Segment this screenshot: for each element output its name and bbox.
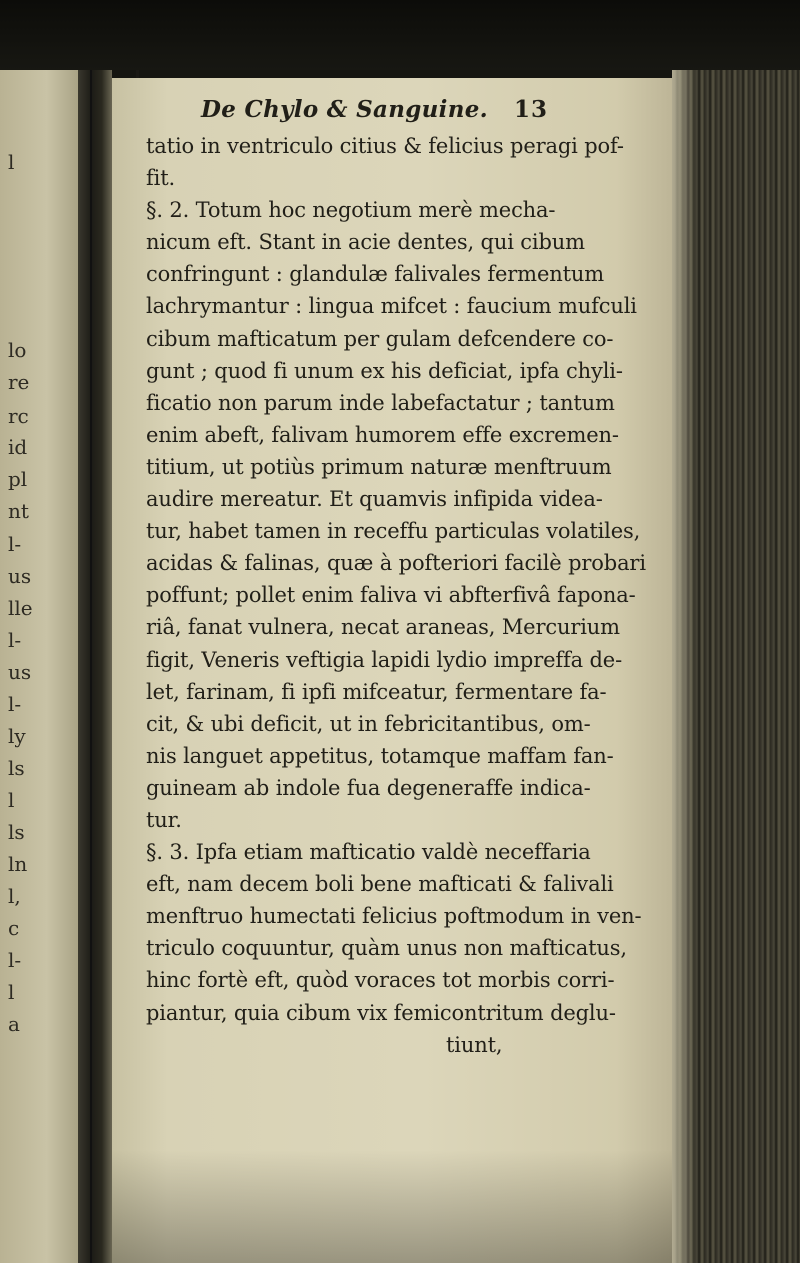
previous-page-fragment: lle bbox=[8, 596, 33, 620]
text-line: confringunt : glandulæ falivales fermentum bbox=[146, 262, 605, 287]
text-line: ficatio non parum inde labefactatur ; tantum bbox=[146, 390, 615, 415]
top-shadow bbox=[0, 0, 800, 70]
previous-page-fragment: nt bbox=[8, 499, 29, 523]
previous-page-fragment: l- bbox=[8, 532, 22, 556]
page-edge-fade bbox=[672, 70, 696, 1263]
previous-page-fragment: rc bbox=[8, 404, 29, 428]
text-line: hinc fortè eft, quòd voraces tot morbis corri- bbox=[146, 968, 615, 993]
previous-page-fragment: l bbox=[8, 980, 15, 1004]
previous-page-fragment: l, bbox=[8, 884, 21, 908]
running-title: De Chylo & Sanguine. bbox=[201, 96, 488, 123]
text-line: audire mereatur. Et quamvis infipida videa- bbox=[146, 487, 603, 512]
text-line: titium, ut potiùs primum naturæ menftruum bbox=[146, 454, 612, 479]
text-line: menftruo humectati felicius poftmodum in ven- bbox=[146, 904, 642, 929]
book-gutter bbox=[78, 70, 112, 1263]
text-line: riâ, fanat vulnera, necat araneas, Mercurium bbox=[146, 615, 620, 640]
text-line: lachrymantur : lingua mifcet : faucium mufculi bbox=[146, 294, 637, 319]
text-line: tatio in ventriculo citius & felicius peragi pof- bbox=[146, 134, 624, 158]
page-header bbox=[146, 90, 666, 130]
text-line: enim abeft, falivam humorem effe excremen- bbox=[146, 422, 619, 447]
text-line: fit. bbox=[146, 166, 176, 191]
previous-page-fragment: l- bbox=[8, 628, 22, 652]
text-line: let, farinam, fi ipfi mifceatur, fermentare fa- bbox=[146, 679, 607, 704]
previous-page-fragment: lo bbox=[8, 338, 27, 362]
text-line: gunt ; quod fi unum ex his deficiat, ipfa chyli- bbox=[146, 358, 623, 383]
text-line: cit, & ubi deficit, ut in febricitantibus, om- bbox=[146, 711, 591, 736]
bottom-shadow bbox=[112, 1150, 672, 1263]
text-line: triculo coquuntur, quàm unus non mafticatus, bbox=[146, 936, 627, 961]
previous-page-fragment: ly bbox=[8, 724, 26, 748]
text-line: acidas & falinas, quæ à pofteriori facilè probari bbox=[146, 551, 646, 576]
page-number: 13 bbox=[514, 96, 549, 123]
previous-page-fragment: id bbox=[8, 435, 28, 459]
previous-page-fragment: l- bbox=[8, 692, 22, 716]
catchword: tiunt, bbox=[446, 1032, 503, 1057]
previous-page-fragment: c bbox=[8, 916, 20, 940]
text-line: tur, habet tamen in receffu particulas volatiles, bbox=[146, 519, 641, 544]
text-line: §. 3. Ipfa etiam mafticatio valdè neceffaria bbox=[146, 840, 591, 865]
text-line: nicum eft. Stant in acie dentes, qui cibum bbox=[146, 230, 585, 255]
text-line: §. 2. Totum hoc negotium merè mecha- bbox=[146, 198, 556, 223]
previous-page-fragment: a bbox=[8, 1012, 20, 1036]
text-line: cibum mafticatum per gulam defcendere co- bbox=[146, 326, 614, 351]
text-line: figit, Veneris veftigia lapidi lydio impreffa de- bbox=[146, 647, 623, 672]
catchword-line bbox=[146, 1029, 666, 1061]
previous-page-fragment: pl bbox=[8, 467, 28, 491]
text-line: tur. bbox=[146, 807, 182, 832]
previous-page-fragment: re bbox=[8, 370, 30, 394]
text-line: poffunt; pollet enim faliva vi abfterfivâ fapona- bbox=[146, 583, 636, 608]
previous-page-fragment: ls bbox=[8, 756, 25, 780]
text-line: piantur, quia cibum vix femicontritum deglu- bbox=[146, 1000, 616, 1025]
text-line: guineam ab indole fua degeneraffe indica- bbox=[146, 775, 591, 800]
previous-page-fragment: l- bbox=[8, 948, 22, 972]
previous-page-fragment: us bbox=[8, 564, 32, 588]
previous-page-fragment: l bbox=[8, 150, 15, 174]
previous-page-fragment: ls bbox=[8, 820, 25, 844]
previous-page-edge bbox=[0, 70, 78, 1263]
page-text bbox=[146, 90, 666, 1061]
previous-page-fragment: l bbox=[8, 788, 15, 812]
text-line: eft, nam decem boli bene mafticati & falivali bbox=[146, 872, 614, 897]
previous-page-fragment: us bbox=[8, 660, 32, 684]
text-line: nis languet appetitus, totamque maffam fan- bbox=[146, 743, 614, 768]
previous-page-fragment: ln bbox=[8, 852, 28, 876]
gutter-line bbox=[90, 70, 92, 1263]
